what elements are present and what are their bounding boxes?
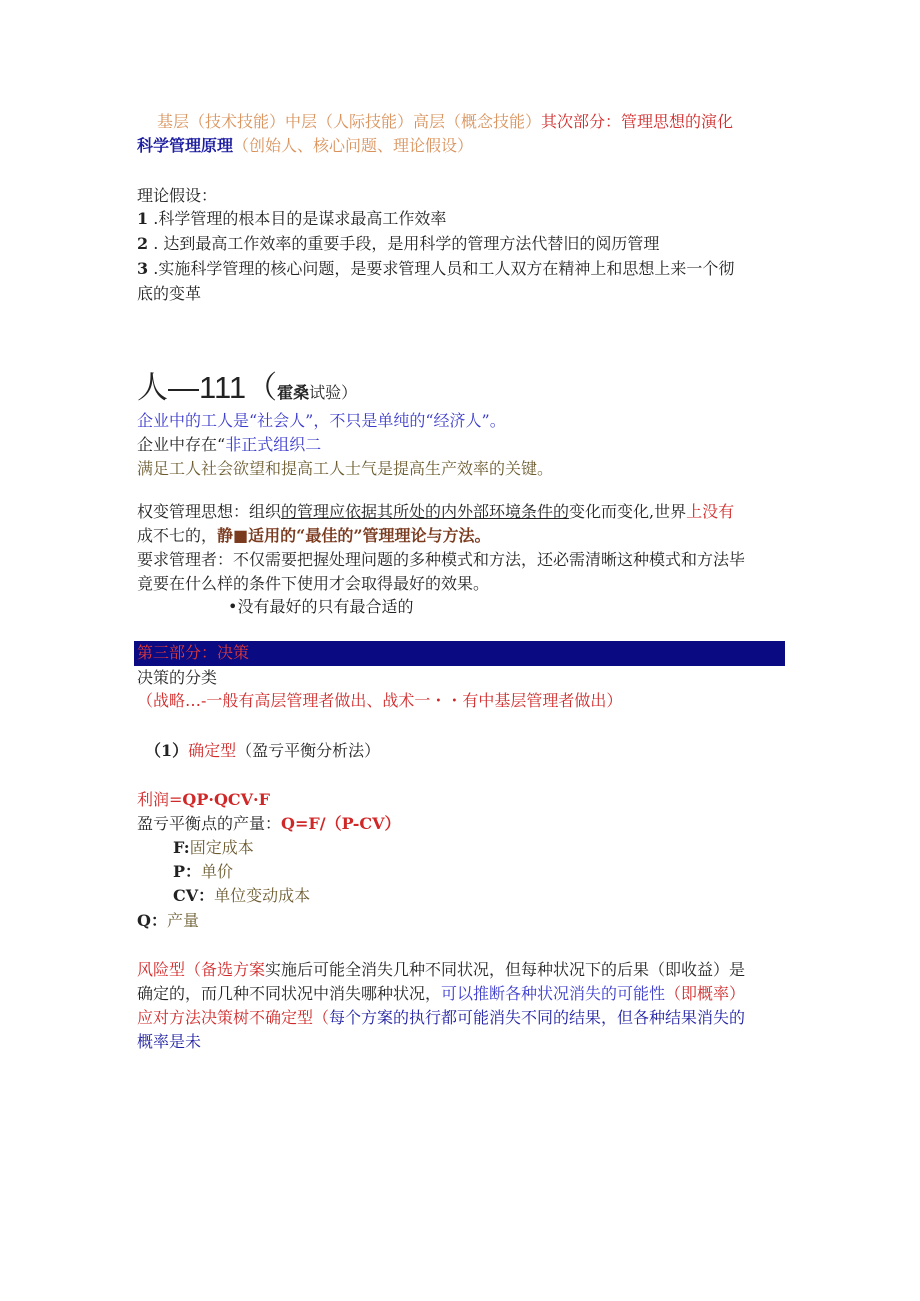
risk-line-4: 概率是未: [137, 1032, 202, 1051]
risk-line-1: [137, 959, 745, 981]
variable-meaning: 单价: [201, 862, 234, 881]
contingency-line-1: [137, 501, 734, 523]
contingency-underlined: 的管理应依据其所处的内外部环境条件的: [281, 502, 570, 521]
type-number: （1）: [145, 741, 189, 760]
item-text: .科学管理的根本目的是谋求最高工作效率: [153, 209, 447, 228]
contingency-text: 成不七的，: [137, 526, 218, 545]
theory-item-1: [137, 208, 446, 230]
hawthorne-line-2: [137, 434, 321, 456]
decision-classification-detail: （战略…-一般有高层管理者做出、战术一・・有中基层管理者做出）: [137, 691, 623, 710]
contingency-line-4: 竟要在什么样的条件下使用才会取得最好的效果。: [137, 574, 490, 593]
item-text: .实施科学管理的核心问题，是要求管理人员和工人双方在精神上和思想上来一个彻: [153, 259, 735, 278]
risk-red: 风险型（备选方案: [137, 960, 266, 979]
hawthorne-line-2-b: 非正式组织二: [225, 435, 322, 454]
hawthorne-heading: [137, 370, 357, 411]
formula-label: 盈亏平衡点的产量：: [137, 814, 282, 833]
theory-item-3: [137, 258, 734, 280]
variable-meaning: 固定成本: [189, 838, 254, 857]
formula-label: 利润=: [137, 790, 183, 809]
risk-navy: 每个方案的执行都可能消失不同的结果，但各种结果消失的: [329, 1008, 746, 1027]
item-text: . 达到最高工作效率的重要手段，是用科学的管理方法代替旧的阅历管理: [153, 234, 660, 253]
breakeven-formula: [137, 813, 401, 835]
hawthorne-bold: 霍桑: [277, 383, 310, 402]
risk-line-3: [137, 1007, 745, 1029]
scientific-management-title: 科学管理原理: [137, 136, 234, 155]
contingency-text: 变化而变化,世界: [569, 502, 687, 521]
scientific-management-subtitle: （创始人、核心问题、理论假设）: [233, 136, 474, 155]
item-number: 3: [137, 259, 149, 278]
hawthorne-big-text: 人—111（: [137, 370, 278, 405]
contingency-line-3: 要求管理者：不仅需要把握处理问题的多种模式和方法，还必需清晰这种模式和方法毕: [137, 550, 746, 569]
formula-expression: Q=F/（P-CV）: [281, 814, 401, 833]
contingency-line-2: [137, 525, 491, 547]
section-three-banner: [134, 641, 785, 666]
risk-text: 确定的，而几种不同状况中消失哪种状况，: [137, 984, 442, 1003]
variable-f: [173, 837, 254, 859]
variable-meaning: 单位变动成本: [214, 886, 311, 905]
contingency-text: 权变管理思想：组织: [137, 502, 282, 521]
theory-item-2: [137, 233, 659, 255]
profit-formula: [137, 789, 270, 811]
hawthorne-line-1: 企业中的工人是“社会人”，不只是单纯的“经济人”。: [137, 411, 506, 430]
variable-symbol: P：: [173, 862, 202, 881]
variable-symbol: F:: [173, 838, 190, 857]
contingency-line-5: •没有最好的只有最合适的: [228, 597, 414, 616]
variable-symbol: Q：: [137, 911, 167, 930]
variable-cv: [173, 885, 310, 907]
type-rest: （盈亏平衡分析法）: [236, 741, 381, 760]
section-two-heading: 其次部分：管理思想的演化: [541, 112, 734, 131]
variable-q: [137, 910, 199, 932]
risk-line-2: [137, 983, 745, 1005]
item-number: 2: [137, 234, 149, 253]
risk-red: 应对方法决策树不确定型（: [137, 1008, 330, 1027]
theory-item-3-cont: 底的变革: [137, 284, 202, 303]
risk-text: 实施后可能全消失几种不同状况，但每种状况下的后果（即收益）是: [265, 960, 746, 979]
risk-red: （即概率）: [665, 984, 746, 1003]
decision-classification: 决策的分类: [137, 668, 218, 687]
variable-symbol: CV：: [173, 886, 215, 905]
skills-text: 基层（技术技能）中层（人际技能）高层（概念技能）: [157, 112, 542, 131]
hawthorne-line-3: 满足工人社会欲望和提高工人士气是提高生产效率的关键。: [137, 459, 554, 478]
risk-blue: 可以推断各种状况消失的可能性: [441, 984, 666, 1003]
type-name: 确定型: [188, 741, 237, 760]
variable-p: [173, 861, 233, 883]
contingency-bold: 静■适用的“最佳的”管理理论与方法。: [217, 526, 491, 545]
theory-title: 理论假设：: [137, 186, 218, 205]
item-number: 1: [137, 209, 149, 228]
skills-line: [157, 111, 733, 133]
variable-meaning: 产量: [166, 911, 199, 930]
contingency-red: 上没有: [686, 502, 735, 521]
scientific-management-line: [137, 135, 473, 157]
section-three-title: 第三部分：决策: [137, 643, 250, 662]
formula-expression: QP·QCV·F: [182, 790, 270, 809]
hawthorne-line-2-a: 企业中存在“: [137, 435, 226, 454]
decision-type-1: [145, 740, 380, 762]
hawthorne-rest: 试验）: [309, 383, 358, 402]
